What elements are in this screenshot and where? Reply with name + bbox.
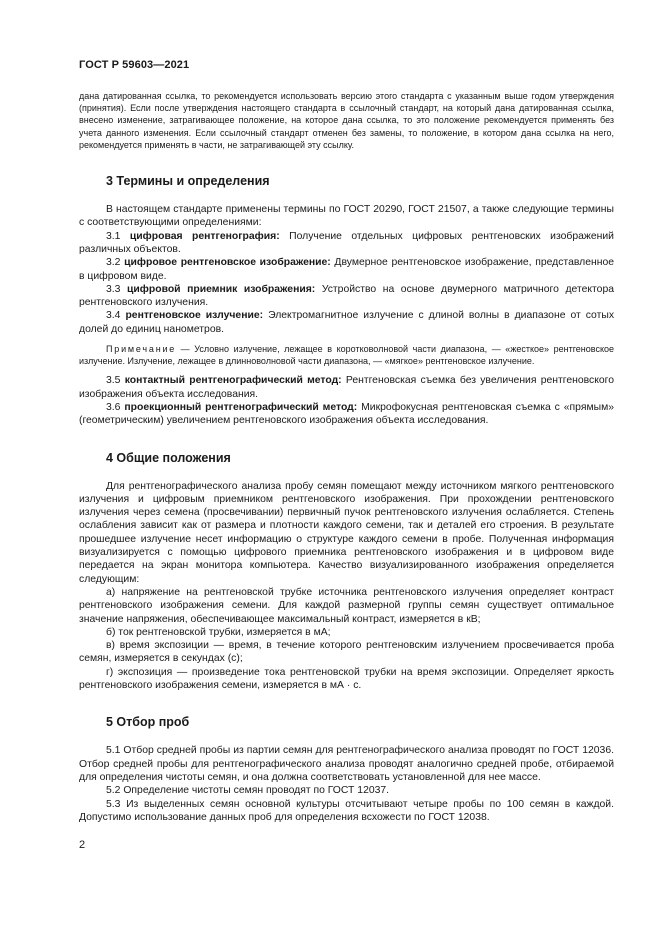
term-name: проекционный рентгенографический метод: [124,401,358,413]
list-item: а) напряжение на рентгеновской трубке источника рентгеновского излучения определяет контраст рентгеновского изображения семени. Для каждой размерной группы семян существует оптимальное значение напряжения, обеспечивающее максимальный контраст, измеряется в кВ; [79,586,614,625]
term-name: контактный рентгенографический метод: [124,375,342,387]
term-number: 3.5 [106,375,121,387]
term-name: цифровой приемник изображения: [127,283,316,295]
term-paragraph [79,309,614,336]
document-header: ГОСТ Р 59603—2021 [79,59,190,71]
intro-note: дана датированная ссылка, то рекомендуется использовать версию этого стандарта с указанным выше годом утверждения (принятия). Если после утверждения настоящего стандарта в ссылочный стандарт, на который дана датированная ссылка, внесено изменение, затрагивающее положение, на которое дана ссылка, то это положение рекомендуется применять без учета данного изменения. Если ссылочный стандарт отменен без замены, то положение, в котором дана ссылка на него, рекомендуется применять в части, не затрагивающей эту ссылку. [79,91,614,150]
term-name: цифровая рентгенография: [129,230,280,242]
note-text: — Условно излучение, лежащее в коротковолновой части диапазона, — «жесткое» рентгеновское излучение. Излучение, лежащее в длинноволновой части диапазона, — «мягкое» рентгеновское излучение. [79,343,614,367]
page-content [79,90,614,824]
term-paragraph [79,401,614,428]
list-item: в) время экспозиции — время, в течение которого рентгеновским излучением просвечивается проба семян, измеряется в секундах (с); [79,640,614,665]
term-definition: Двумерное рентгеновское изображение, представленное в цифровом виде. [79,257,615,282]
term-definition: Устройство на основе двумерного матричного детектора рентгеновского излучения. [79,283,615,309]
page-number: 2 [79,839,86,851]
note [79,343,614,367]
note-label: Примечание [106,343,177,354]
term-definition: Получение отдельных цифровых рентгеновских изображений различных объектов. [79,230,614,255]
term-number: 3.6 [106,401,121,413]
section-4-paragraph: Для рентгенографического анализа пробу семян помещают между источником мягкого рентгеновского излучения и цифровым приемником рентгеновского изображения. При прохождении рентгеновского излучения через семена (просвечивании) первичный пучок рентгеновского излучения ослабляется. Степень ослабления зависит как от размера и плотности каждого семени, так и деталей его строения. В результате прошедшее излучение несет информацию о структуре каждого семени в пробе. Полученная информация визуализируется с помощью цифрового приемника рентгеновского изображения и в цифровом виде передается на экран монитора компьютера. Качество визуализированного изображения определяется следующим: [79,480,614,585]
term-number: 3.2 [106,257,121,269]
section-3-heading: 3 Термины и определения [106,174,270,189]
section-3-intro: В настоящем стандарте применены термины по ГОСТ 20290, ГОСТ 21507, а также следующие термины с соответствующими определениями: [79,204,614,229]
term-paragraph [79,230,614,257]
term-name: цифровое рентгеновское изображение: [124,257,331,269]
term-name: рентгеновское излучение: [125,310,264,322]
term-definition: Электромагнитное излучение с длиной волны в диапазоне от сотых долей до единиц нанометров. [79,310,615,335]
section-4-heading: 4 Общие положения [106,450,231,465]
term-paragraph [79,283,614,310]
term-definition: Микрофокусная рентгеновская съемка с «прямым» (геометрическим) увеличением рентгеновского изображения объекта исследования. [79,401,615,427]
term-definition: Рентгеновская съемка без увеличения рентгеновского изображения объекта исследования. [79,375,615,400]
list-item: г) экспозиция — произведение тока рентгеновской трубки на время экспозиции. Определяет яркость рентгеновского изображения семени, измеряется в мА · с. [79,666,614,692]
section-5-paragraph: 5.1 Отбор средней пробы из партии семян для рентгенографического анализа проводят по ГОСТ 12036. Отбор средней пробы для рентгенографического анализа проводят аналогично средней пробе, отбираемой для определения чистоты семян, и она должна соответствовать установленной для нее массе. [79,745,614,783]
term-paragraph [79,374,614,401]
section-5-paragraph: 5.2 Определение чистоты семян проводят по ГОСТ 12037. [106,785,390,797]
term-number: 3.1 [106,230,121,242]
term-paragraph [79,256,614,283]
section-5-heading: 5 Отбор проб [106,715,190,730]
list-item: б) ток рентгеновской трубки, измеряется в мА; [106,626,331,638]
section-5-paragraph: 5.3 Из выделенных семян основной культуры отсчитывают четыре пробы по 100 семян в каждой. Допустимо использование данных проб для определения всхожести по ГОСТ 12038. [79,798,614,823]
term-number: 3.4 [106,310,121,322]
term-number: 3.3 [106,283,121,295]
